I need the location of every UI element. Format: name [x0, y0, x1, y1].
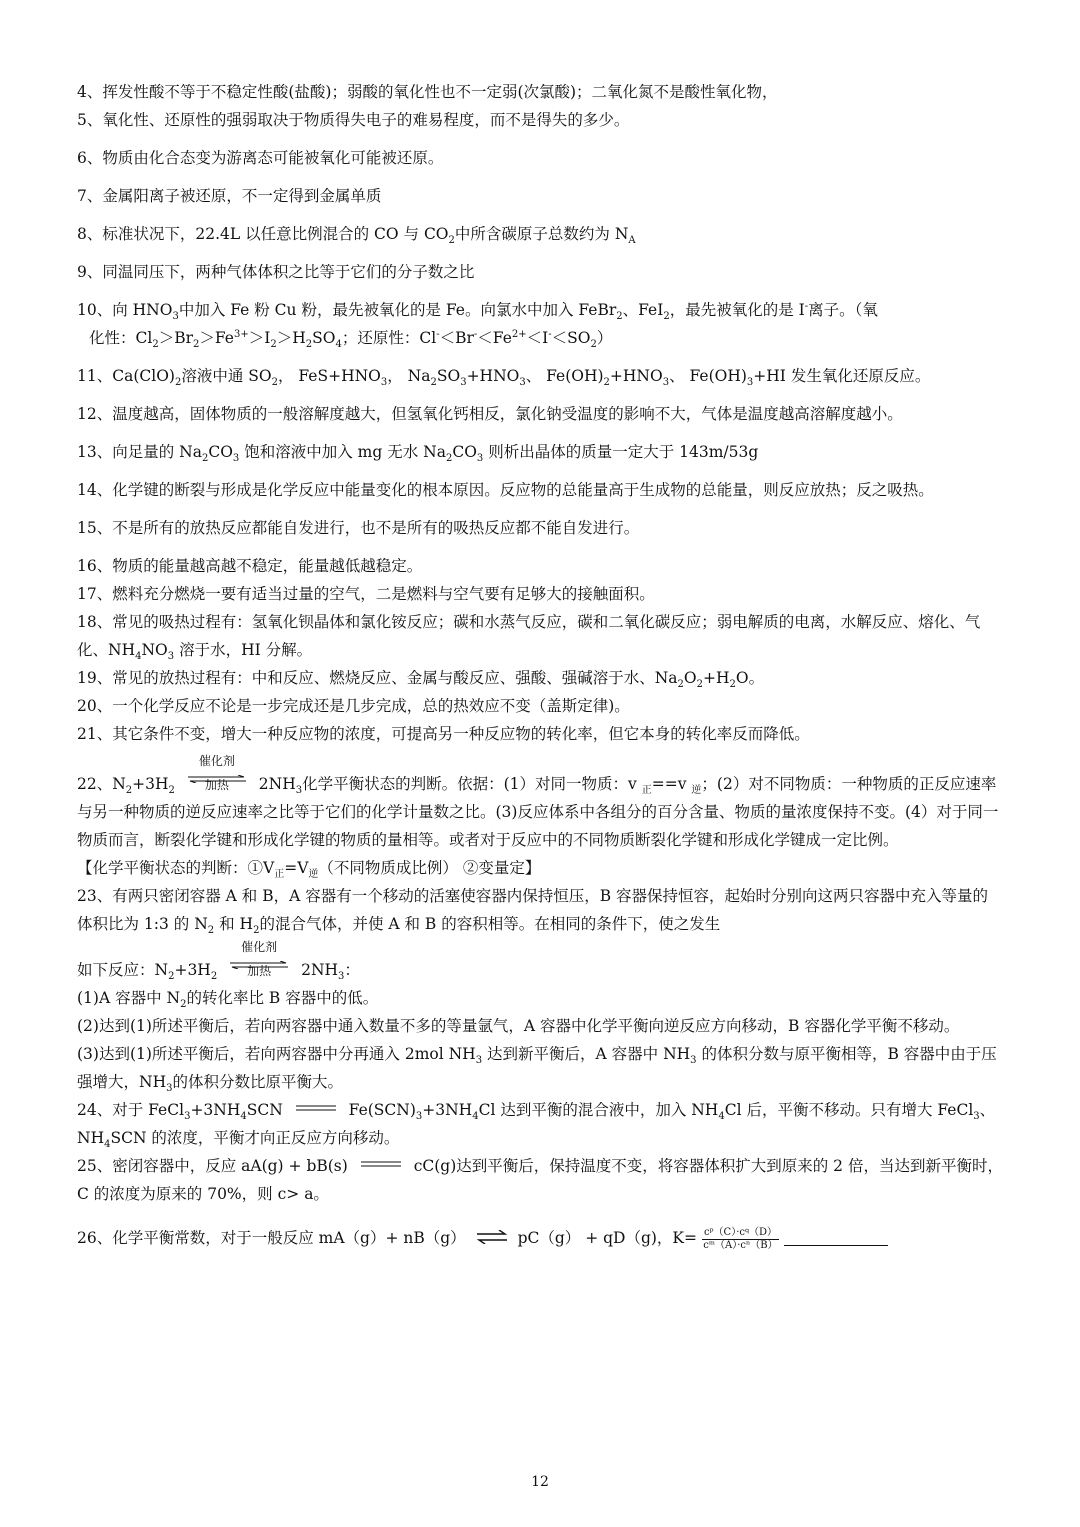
- item-8: 8、标准状况下，22.4L 以任意比例混合的 CO 与 $CO_2$中所含碳原子总数约为 $N_A$: [77, 225, 636, 247]
- item-23: 23、有两只密闭容器 A 和 B，A 容器有一个移动的活塞使容器内保持恒压，B 容器保持恒容，起始时分别向这两只容器中充入等量的体积比为 1:3 的 $N_2$ 和 $H_2$的混合气体，并使 A 和 B 的容积相等。在相同的条件下，使之发生: [77, 887, 989, 937]
- equilibrium-sign: [359, 1159, 403, 1169]
- item-26: 26、化学平衡常数，对于一般反应 mA（g）+ nB（g） pC（g） + qD（g)，K= $\frac{\text{cᵖ（C）·c𐞥（D）}}{\text{cᵐ（A）·cⁿ（B）}}$: [77, 1224, 1003, 1252]
- page-number: 12: [531, 1474, 549, 1490]
- item-20: 20、一个化学反应不论是一步完成还是几步完成，总的热效应不变（盖斯定律)。: [77, 697, 630, 715]
- item-7: 7、金属阳离子被还原，不一定得到金属单质: [77, 187, 382, 205]
- item-23-3: (3)达到(1)所述平衡后，若向两容器中分再通入 2mol $NH_3$ 达到新平衡后，A 容器中 $NH_3$ 的体积分数与原平衡相等，B 容器中由于压强增大，$NH_3$的体积分数比原平衡大。: [77, 1045, 997, 1095]
- item-24: 24、对于 $FeCl_3+3NH_4SCN$ $Fe(SCN)_3+3NH_4Cl$ 达到平衡的混合液中，加入 $NH_4Cl$ 后，平衡不移动。只有增大 FeCl$_3$、$NH_4SCN$ 的浓度，平衡才向正反应方向移动。: [77, 1101, 996, 1151]
- equilibrium-constant-fraction: $\frac{\text{cᵖ（C）·c𐞥（D）}}{\text{cᵐ（A）·cⁿ（B）}}$: [703, 1226, 778, 1251]
- equilibrium-summary: 【化学平衡状态的判断：$①V_正=V_逆$（不同物质成比例） ②变量定】: [77, 859, 541, 881]
- equilibrium-arrow: 催化剂 加热: [186, 773, 248, 791]
- item-15: 15、不是所有的放热反应都能自发进行，也不是所有的吸热反应都不能自发进行。: [77, 519, 640, 537]
- item-10: 10、向 $HNO_3$中加入 Fe 粉 Cu 粉，最先被氧化的是 Fe。向氯水中加入 FeBr$_2$、FeI$_2$，最先被氧化的是 I-离子。（氧 化性：$Cl_2>Br_2>Fe^{3+}>I_2>H_2SO_4$；还原性：$Cl^-<Br^-<Fe^{2+}<I^-<SO_2$）: [77, 300, 878, 351]
- equilibrium-sign: [294, 1103, 338, 1113]
- item-19: 19、常见的放热过程有：中和反应、燃烧反应、金属与酸反应、强酸、强碱溶于水、$Na_2O_2+H_2O$。: [77, 669, 765, 691]
- item-25: 25、密闭容器中，反应 aA(g) + bB(s) cC(g)达到平衡后，保持温度不变，将容器体积扩大到原来的 2 倍，当达到新平衡时，C 的浓度为原来的 70%，则 c> a。: [77, 1157, 1003, 1203]
- item-5: 5、氧化性、还原性的强弱取决于物质得失电子的难易程度，而不是得失的多少。: [77, 111, 630, 129]
- item-12: 12、温度越高，固体物质的一般溶解度越大，但氢氧化钙相反，氯化钠受温度的影响不大，气体是温度越高溶解度越小。: [77, 405, 903, 423]
- item-6: 6、物质由化合态变为游离态可能被氧化可能被还原。: [77, 149, 444, 167]
- item-23-reaction: 如下反应：$N_2+3H_2$ 催化剂 加热 $2NH_3$：: [77, 940, 360, 983]
- answer-blank: [784, 1233, 888, 1246]
- item-22: 22、$N_2+3H_2$ 催化剂 加热 $2NH_3$化学平衡状态的判断。依据：(1）对同一物质：v $_正$==v $_逆$；(2）对不同物质：一种物质的正反应速率与另一种物质的逆反应速率之比等于它们的化学计量数之比。(3)反应体系中各组分的百分含量、物质的量浓度保持不变。(4）对于同一物质而言，断裂化学键和形成化学键的物质的量相等。或者对于反应中的不同物质断裂化学键和形成化学键成一定比例。: [77, 754, 999, 849]
- item-18: 18、常见的吸热过程有：氢氧化钡晶体和氯化铵反应；碳和水蒸气反应，碳和二氧化碳反应；弱电解质的电离，水解反应、熔化、气化、$NH_4NO_3$ 溶于水，HI 分解。: [77, 613, 981, 663]
- item-23-1: (1)A 容器中 $N_2$的转化率比 B 容器中的低。: [77, 989, 379, 1011]
- equilibrium-arrow: 催化剂 加热: [228, 959, 290, 977]
- item-13: 13、向足量的 $Na_2CO_3$ 饱和溶液中加入 mg 无水 $Na_2CO_3$ 则析出晶体的质量一定大于 143m/53g: [77, 443, 759, 465]
- item-11: 11、$Ca(ClO)_2$溶液中通 $SO_2$， $FeS+HNO_3$， $Na_2SO_3+HNO_3$、 $Fe(OH)_2+HNO_3$、 $Fe(OH)_3+HI$ 发生氧化还原反应。: [77, 367, 931, 389]
- item-9: 9、同温同压下，两种气体体积之比等于它们的分子数之比: [77, 263, 475, 281]
- item-14: 14、化学键的断裂与形成是化学反应中能量变化的根本原因。反应物的总能量高于生成物的总能量，则反应放热；反之吸热。: [77, 481, 934, 499]
- item-4: 4、挥发性酸不等于不稳定性酸(盐酸)；弱酸的氧化性也不一定弱(次氯酸)；二氧化氮不是酸性氧化物，: [77, 83, 778, 101]
- item-16: 16、物质的能量越高越不稳定，能量越低越稳定。: [77, 557, 423, 575]
- item-23-2: (2)达到(1)所述平衡后，若向两容器中通入数量不多的等量氩气，A 容器中化学平衡向逆反应方向移动，B 容器化学平衡不移动。: [77, 1017, 960, 1035]
- item-21: 21、其它条件不变，增大一种反应物的浓度，可提高另一种反应物的转化率，但它本身的转化率反而降低。: [77, 725, 810, 743]
- reversible-arrow: [475, 1230, 509, 1244]
- document-body: [77, 78, 1003, 1252]
- item-17: 17、燃料充分燃烧一要有适当过量的空气，二是燃料与空气要有足够大的接触面积。: [77, 585, 655, 603]
